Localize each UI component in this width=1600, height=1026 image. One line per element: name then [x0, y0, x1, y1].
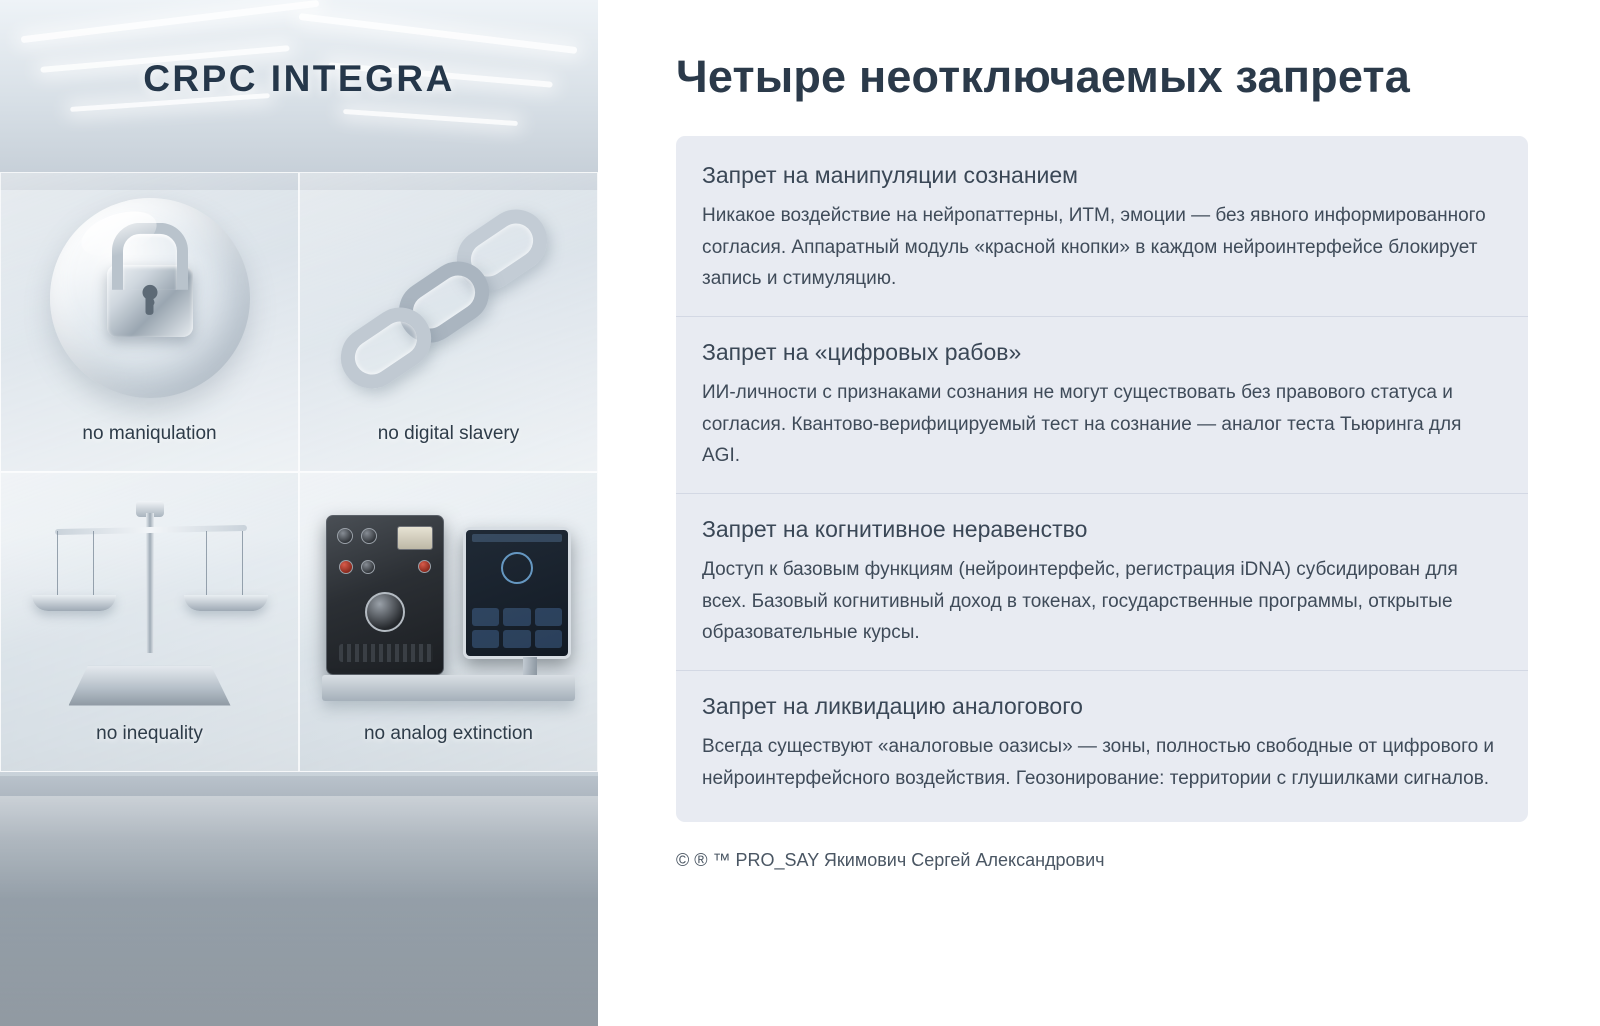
panel-caption: no maniqulation	[82, 423, 217, 444]
tablet-tile	[535, 608, 562, 626]
balance-scales-icon	[1, 473, 298, 723]
visual-panel	[0, 0, 598, 1026]
panel-no-analog-extinction	[299, 472, 598, 772]
keyhole-shape	[142, 285, 157, 300]
rule-title: Запрет на «цифровых рабов»	[702, 339, 1022, 366]
rule-body: Всегда существуют «аналоговые оазисы» — зоны, полностью свободные от цифрового и нейроинтерфейсного воздействия. Геозонирование: территории с глушилками сигналов.	[702, 736, 1495, 789]
tablet-tile	[503, 608, 530, 626]
amp-knob	[418, 560, 431, 573]
chain-shape	[334, 213, 564, 383]
tablet-tile	[503, 630, 530, 648]
tablet-gauge	[501, 552, 533, 584]
amp-vent-slot	[339, 644, 433, 662]
panel-no-digital-slavery	[299, 172, 598, 472]
panel-caption: no analog extinction	[363, 723, 533, 744]
ceiling-light-beam	[343, 109, 518, 126]
tablet-tile	[472, 608, 499, 626]
analog-amplifier-shape	[326, 515, 444, 675]
scales-pan-right	[184, 595, 268, 611]
amp-knob	[361, 528, 377, 544]
rule-item	[676, 494, 1528, 671]
rule-title: Запрет на манипуляции сознанием	[702, 162, 1078, 189]
panel-caption: no inequality	[96, 723, 203, 744]
page-title: Четыре неотключаемых запрета	[676, 51, 1410, 102]
floor-backdrop	[0, 776, 598, 1026]
rule-title: Запрет на когнитивное неравенство	[702, 516, 1088, 543]
rule-body: ИИ-личности с признаками сознания не могут существовать без правового статуса и согласия. Квантово-верифицируемый тест на сознание — аналог теста Тьюринга для AGI.	[702, 382, 1462, 467]
amp-knob	[361, 560, 375, 574]
devices-shape	[326, 496, 571, 701]
analog-device-and-tablet-icon	[300, 473, 597, 723]
amp-knob	[339, 560, 353, 574]
amp-knob	[337, 528, 353, 544]
scales-string	[93, 531, 94, 597]
rule-body: Никакое воздействие на нейропаттерны, ИТМ, эмоции — без явного информированного согласия. Аппаратный модуль «красной кнопки» в каждом нейроинтерфейсе блокирует запись и стимуляцию.	[702, 205, 1486, 290]
copyright-footer: © ® ™ PRO_SAY Якимович Сергей Александрович	[676, 850, 1105, 871]
tablet-tile	[472, 630, 499, 648]
amp-main-dial	[365, 592, 405, 632]
tablet-status-bar	[472, 534, 562, 542]
panel-no-manipulation	[0, 172, 299, 472]
scales-base	[69, 666, 231, 706]
rules-card	[676, 136, 1528, 822]
brand-title: CRPC INTEGRA	[143, 58, 455, 99]
scales-string	[242, 531, 243, 597]
content-panel	[598, 0, 1600, 1026]
padlock-in-sphere-icon	[1, 173, 298, 423]
tablet-tile	[535, 630, 562, 648]
tablet-screen-shape	[463, 527, 571, 659]
chain-links-icon	[300, 173, 597, 423]
panel-no-inequality	[0, 472, 299, 772]
ceiling-light-beam	[21, 0, 320, 43]
rule-item	[676, 317, 1528, 494]
rule-item	[676, 671, 1528, 816]
icon-panel-grid	[0, 172, 598, 772]
rule-body: Доступ к базовым функциям (нейроинтерфейс, регистрация iDNA) субсидирован для всех. Базовый когнитивный доход в токенах, государственные программы, открытые образовательные курсы.	[702, 559, 1458, 644]
floor-reflection	[0, 796, 598, 1026]
device-pedestal	[322, 675, 575, 701]
scales-shape	[35, 491, 265, 706]
rule-title: Запрет на ликвидацию аналогового	[702, 693, 1083, 720]
tablet-tiles	[472, 608, 562, 648]
panel-caption: no digital slavery	[377, 423, 520, 444]
padlock-body	[107, 265, 193, 337]
scales-string	[57, 531, 58, 597]
scales-post	[146, 513, 154, 653]
rule-item	[676, 140, 1528, 317]
amp-vu-meter	[397, 526, 433, 550]
ceiling-light-beam	[299, 13, 578, 54]
scales-pan-left	[32, 595, 116, 611]
scales-string	[206, 531, 207, 597]
glass-sphere-shape	[50, 198, 250, 398]
